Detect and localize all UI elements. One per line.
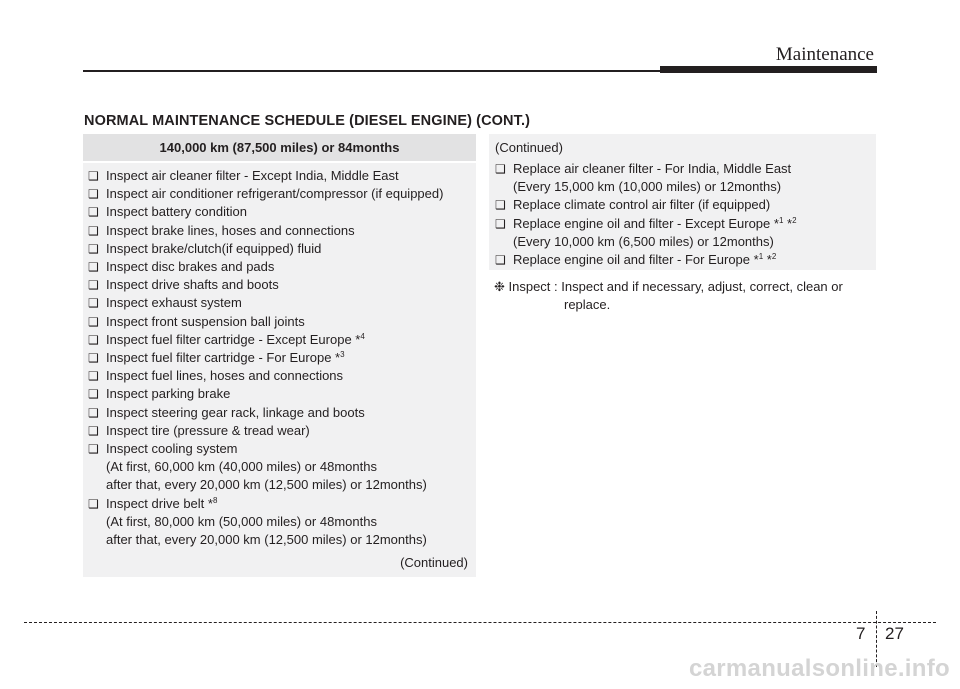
- checklist-item-text: Inspect battery condition: [106, 204, 247, 220]
- checklist-item-text: Replace engine oil and filter - Except Europe *: [513, 215, 779, 231]
- checklist-item: [83, 440, 476, 495]
- checklist-item: [83, 240, 476, 258]
- watermark-text: carmanualsonline.info: [688, 655, 950, 682]
- checkbox-icon: ❑: [88, 369, 99, 384]
- checklist-item-text-2: *: [763, 252, 772, 268]
- checkbox-icon: ❑: [88, 223, 99, 238]
- schedule-box-right: [489, 134, 876, 270]
- checkbox-icon: ❑: [495, 198, 506, 213]
- footnote-marker: 2: [771, 252, 777, 262]
- checklist-item: [83, 495, 476, 550]
- checklist-item-text: Inspect tire (pressure & tread wear): [106, 422, 310, 438]
- footer-dashed-rule: [24, 622, 936, 623]
- section-title: NORMAL MAINTENANCE SCHEDULE (DIESEL ENGINE) (CONT.): [84, 113, 531, 129]
- header-title: Maintenance: [775, 44, 874, 65]
- inspect-note: [494, 278, 874, 314]
- checkbox-icon: ❑: [495, 216, 506, 231]
- checklist-item-text: Inspect brake/clutch(if equipped) fluid: [106, 240, 322, 256]
- checklist-item-text: Replace air cleaner filter - For India, Middle East: [513, 161, 792, 176]
- checklist-item-text: Replace engine oil and filter - For Europe *: [513, 252, 759, 268]
- checklist-item: [495, 215, 797, 251]
- continued-label-left: (Continued): [400, 555, 468, 570]
- checklist-item: [83, 385, 476, 403]
- checklist-item: [83, 222, 476, 240]
- checkbox-icon: ❑: [88, 260, 99, 275]
- checklist-item: [83, 185, 476, 203]
- checklist-item-text: Inspect air conditioner refrigerant/compressor (if equipped): [106, 186, 444, 202]
- checklist-item-detail: (Every 15,000 km (10,000 miles) or 12months): [513, 179, 782, 195]
- page-number: 27: [885, 624, 904, 643]
- header-rule-thick: [660, 66, 877, 73]
- checklist-item: [495, 251, 797, 269]
- schedule-box-left: [83, 134, 476, 577]
- note-line-2: replace.: [564, 297, 611, 313]
- footnote-marker: 2: [792, 215, 797, 225]
- checkbox-icon: ❑: [88, 314, 99, 329]
- checklist-item: [83, 422, 476, 440]
- checkbox-icon: ❑: [88, 241, 99, 256]
- footnote-marker: 4: [360, 331, 365, 341]
- checkbox-icon: ❑: [88, 169, 99, 183]
- right-checklist: [495, 160, 797, 269]
- checklist-item-text-2: *: [783, 215, 793, 231]
- checklist-item: [83, 203, 476, 221]
- checklist-item-text: Inspect brake lines, hoses and connections: [106, 222, 355, 238]
- checkbox-icon: ❑: [88, 187, 99, 202]
- checklist-item-text: Inspect front suspension ball joints: [106, 313, 305, 329]
- checkbox-icon: ❑: [495, 253, 506, 268]
- left-checklist: [83, 163, 476, 549]
- checklist-item: [495, 160, 797, 196]
- footnote-marker: 3: [340, 350, 345, 360]
- checklist-item: [83, 313, 476, 331]
- checklist-item-text: Inspect cooling system: [106, 441, 238, 457]
- interval-heading: 140,000 km (87,500 miles) or 84months: [83, 134, 476, 161]
- checkbox-icon: ❑: [88, 205, 99, 220]
- checklist-item-detail: (At first, 60,000 km (40,000 miles) or 48months: [106, 459, 377, 475]
- checklist-item-text: Inspect steering gear rack, linkage and boots: [106, 404, 365, 420]
- checkbox-icon: ❑: [88, 387, 99, 402]
- continued-label-right: (Continued): [495, 140, 563, 155]
- checklist-item: [83, 276, 476, 294]
- checklist-item-detail: (At first, 80,000 km (50,000 miles) or 48months: [106, 513, 377, 529]
- checklist-item: [495, 196, 797, 214]
- checklist-item-text: Inspect fuel lines, hoses and connections: [106, 368, 344, 384]
- checkbox-icon: ❑: [88, 423, 99, 438]
- checklist-item-text: Inspect parking brake: [106, 386, 231, 402]
- checklist-item-detail: (Every 10,000 km (6,500 miles) or 12months): [513, 233, 774, 249]
- checklist-item-detail: after that, every 20,000 km (12,500 miles) or 12months): [106, 477, 427, 493]
- checklist-item-text: Inspect fuel filter cartridge - For Europe *: [106, 350, 341, 366]
- checklist-item-detail: after that, every 20,000 km (12,500 miles) or 12months): [106, 532, 427, 548]
- checklist-item-text: Inspect fuel filter cartridge - Except Europe *: [106, 331, 361, 347]
- checkbox-icon: ❑: [88, 496, 99, 511]
- checklist-item: [83, 167, 476, 185]
- checkbox-icon: ❑: [88, 351, 99, 366]
- checkbox-icon: ❑: [88, 442, 99, 457]
- footnote-marker: 1: [758, 252, 764, 262]
- checkbox-icon: ❑: [88, 332, 99, 347]
- checkbox-icon: ❑: [495, 162, 506, 176]
- note-line-1: Inspect and if necessary, adjust, correct, clean or: [561, 279, 843, 294]
- checklist-item: [83, 367, 476, 385]
- checklist-item: [83, 349, 476, 367]
- header-rule-thin: [83, 70, 743, 72]
- checklist-item-text: Inspect drive belt *: [106, 495, 213, 511]
- checklist-item-text: Inspect drive shafts and boots: [106, 277, 279, 293]
- checklist-item: [83, 331, 476, 349]
- checklist-item-text: Replace climate control air filter (if equipped): [513, 197, 771, 213]
- checkbox-icon: ❑: [88, 405, 99, 420]
- checkbox-icon: ❑: [88, 296, 99, 311]
- checklist-item-text: Inspect air cleaner filter - Except India, Middle East: [106, 168, 399, 183]
- chapter-number: 7: [856, 624, 866, 643]
- footnote-marker: 1: [778, 215, 784, 225]
- checklist-item: [83, 294, 476, 312]
- checkbox-icon: ❑: [88, 278, 99, 293]
- footnote-marker: 8: [212, 495, 218, 505]
- checklist-item-text: Inspect exhaust system: [106, 295, 242, 311]
- checklist-item: [83, 404, 476, 422]
- note-label: ❉ Inspect :: [494, 279, 562, 294]
- checklist-item: [83, 258, 476, 276]
- checklist-item-text: Inspect disc brakes and pads: [106, 259, 275, 275]
